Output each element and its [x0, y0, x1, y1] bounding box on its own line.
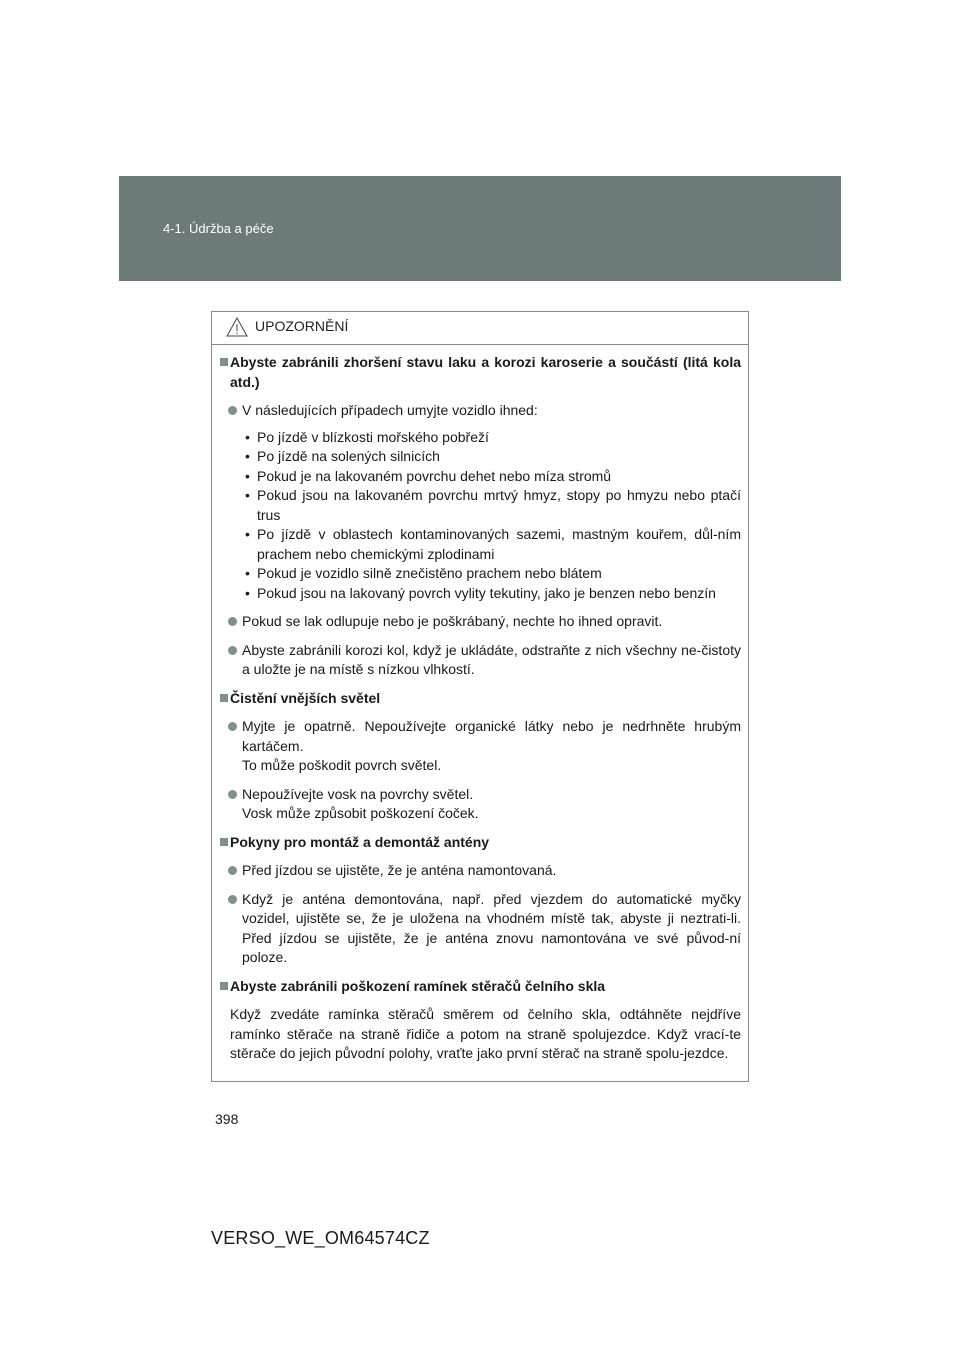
document-code: VERSO_WE_OM64574CZ — [211, 1228, 430, 1248]
section-title: 4-1. Údržba a péče — [163, 221, 274, 236]
item-text: Nepoužívejte vosk na povrchy světel. — [242, 785, 474, 802]
wash-conditions-list — [220, 428, 741, 604]
item-note: To může poškodit povrch světel. — [242, 757, 442, 773]
heading-paint-corrosion: Abyste zabránili zhoršení stavu laku a korozi karoserie a součástí (litá kola atd.) — [220, 353, 741, 392]
peeling-paint-item: Pokud se lak odlupuje nebo je poškrábaný, nechte ho ihned opravit. — [220, 612, 741, 632]
warning-box — [211, 311, 749, 1082]
heading-antenna: Pokyny pro montáž a demontáž antény — [220, 833, 741, 853]
warning-content — [212, 345, 748, 1064]
list-item: • Pokud je na lakovaném povrchu dehet nebo míza stromů — [242, 467, 741, 487]
wiper-arms-paragraph: Když zvedáte ramínka stěračů směrem od čelního skla, odtáhněte nejdříve ramínko stěrače na straně řidiče a potom na straně spolujezdce. Když vrací-te stěrače do jejich původní polohy, vraťte jako první stěrač na straně spolu-jezdce. — [230, 1006, 741, 1061]
warning-triangle-icon — [226, 317, 248, 337]
item-note: Vosk může způsobit poškození čoček. — [242, 805, 479, 821]
heading-exterior-lights: Čistění vnějších světel — [220, 689, 741, 709]
list-item: • Pokud je vozidlo silně znečistěno prachem nebo blátem — [242, 564, 741, 584]
wheel-corrosion-item: Abyste zabránili korozi kol, když je ukládáte, odstraňte z nich všechny ne-čistoty a uložte je na místě s nízkou vlhkostí. — [220, 641, 741, 680]
heading-wiper-arms: Abyste zabránili poškození ramínek stěračů čelního skla — [220, 977, 741, 997]
antenna-removed-item: Když je anténa demontována, např. před vjezdem do automatické myčky vozidel, ujistěte se, že je uložena na vhodném místě tak, abyste ji neztrati-li. Před jízdou se ujistěte, že je anténa znovu namontována ve své původ-ní poloze. — [220, 890, 741, 968]
chapter-header-band — [119, 176, 841, 281]
wash-carefully-item — [220, 717, 741, 776]
warning-header — [212, 312, 748, 345]
page-number: 398 — [215, 1111, 239, 1127]
antenna-mounted-item: Před jízdou se ujistěte, že je anténa namontovaná. — [220, 861, 741, 881]
list-item: • Po jízdě v blízkosti mořského pobřeží — [242, 428, 741, 448]
list-item: • Pokud jsou na lakovaný povrch vylity tekutiny, jako je benzen nebo benzín — [242, 584, 741, 604]
list-item: • Po jízdě v oblastech kontaminovaných sazemi, mastným kouřem, důl-ním prachem nebo chemickými zplodinami — [242, 525, 741, 564]
list-item: • Po jízdě na solených silnicích — [242, 447, 741, 467]
wash-immediately-item: V následujících případech umyjte vozidlo ihned: — [220, 401, 741, 421]
list-item: • Pokud jsou na lakovaném povrchu mrtvý hmyz, stopy po hmyzu nebo ptačí trus — [242, 486, 741, 525]
no-wax-item — [220, 785, 741, 824]
item-text: Myjte je opatrně. Nepoužívejte organické látky nebo je nedrhněte hrubým kartáčem. — [242, 718, 741, 754]
warning-title: UPOZORNĚNÍ — [255, 318, 349, 334]
